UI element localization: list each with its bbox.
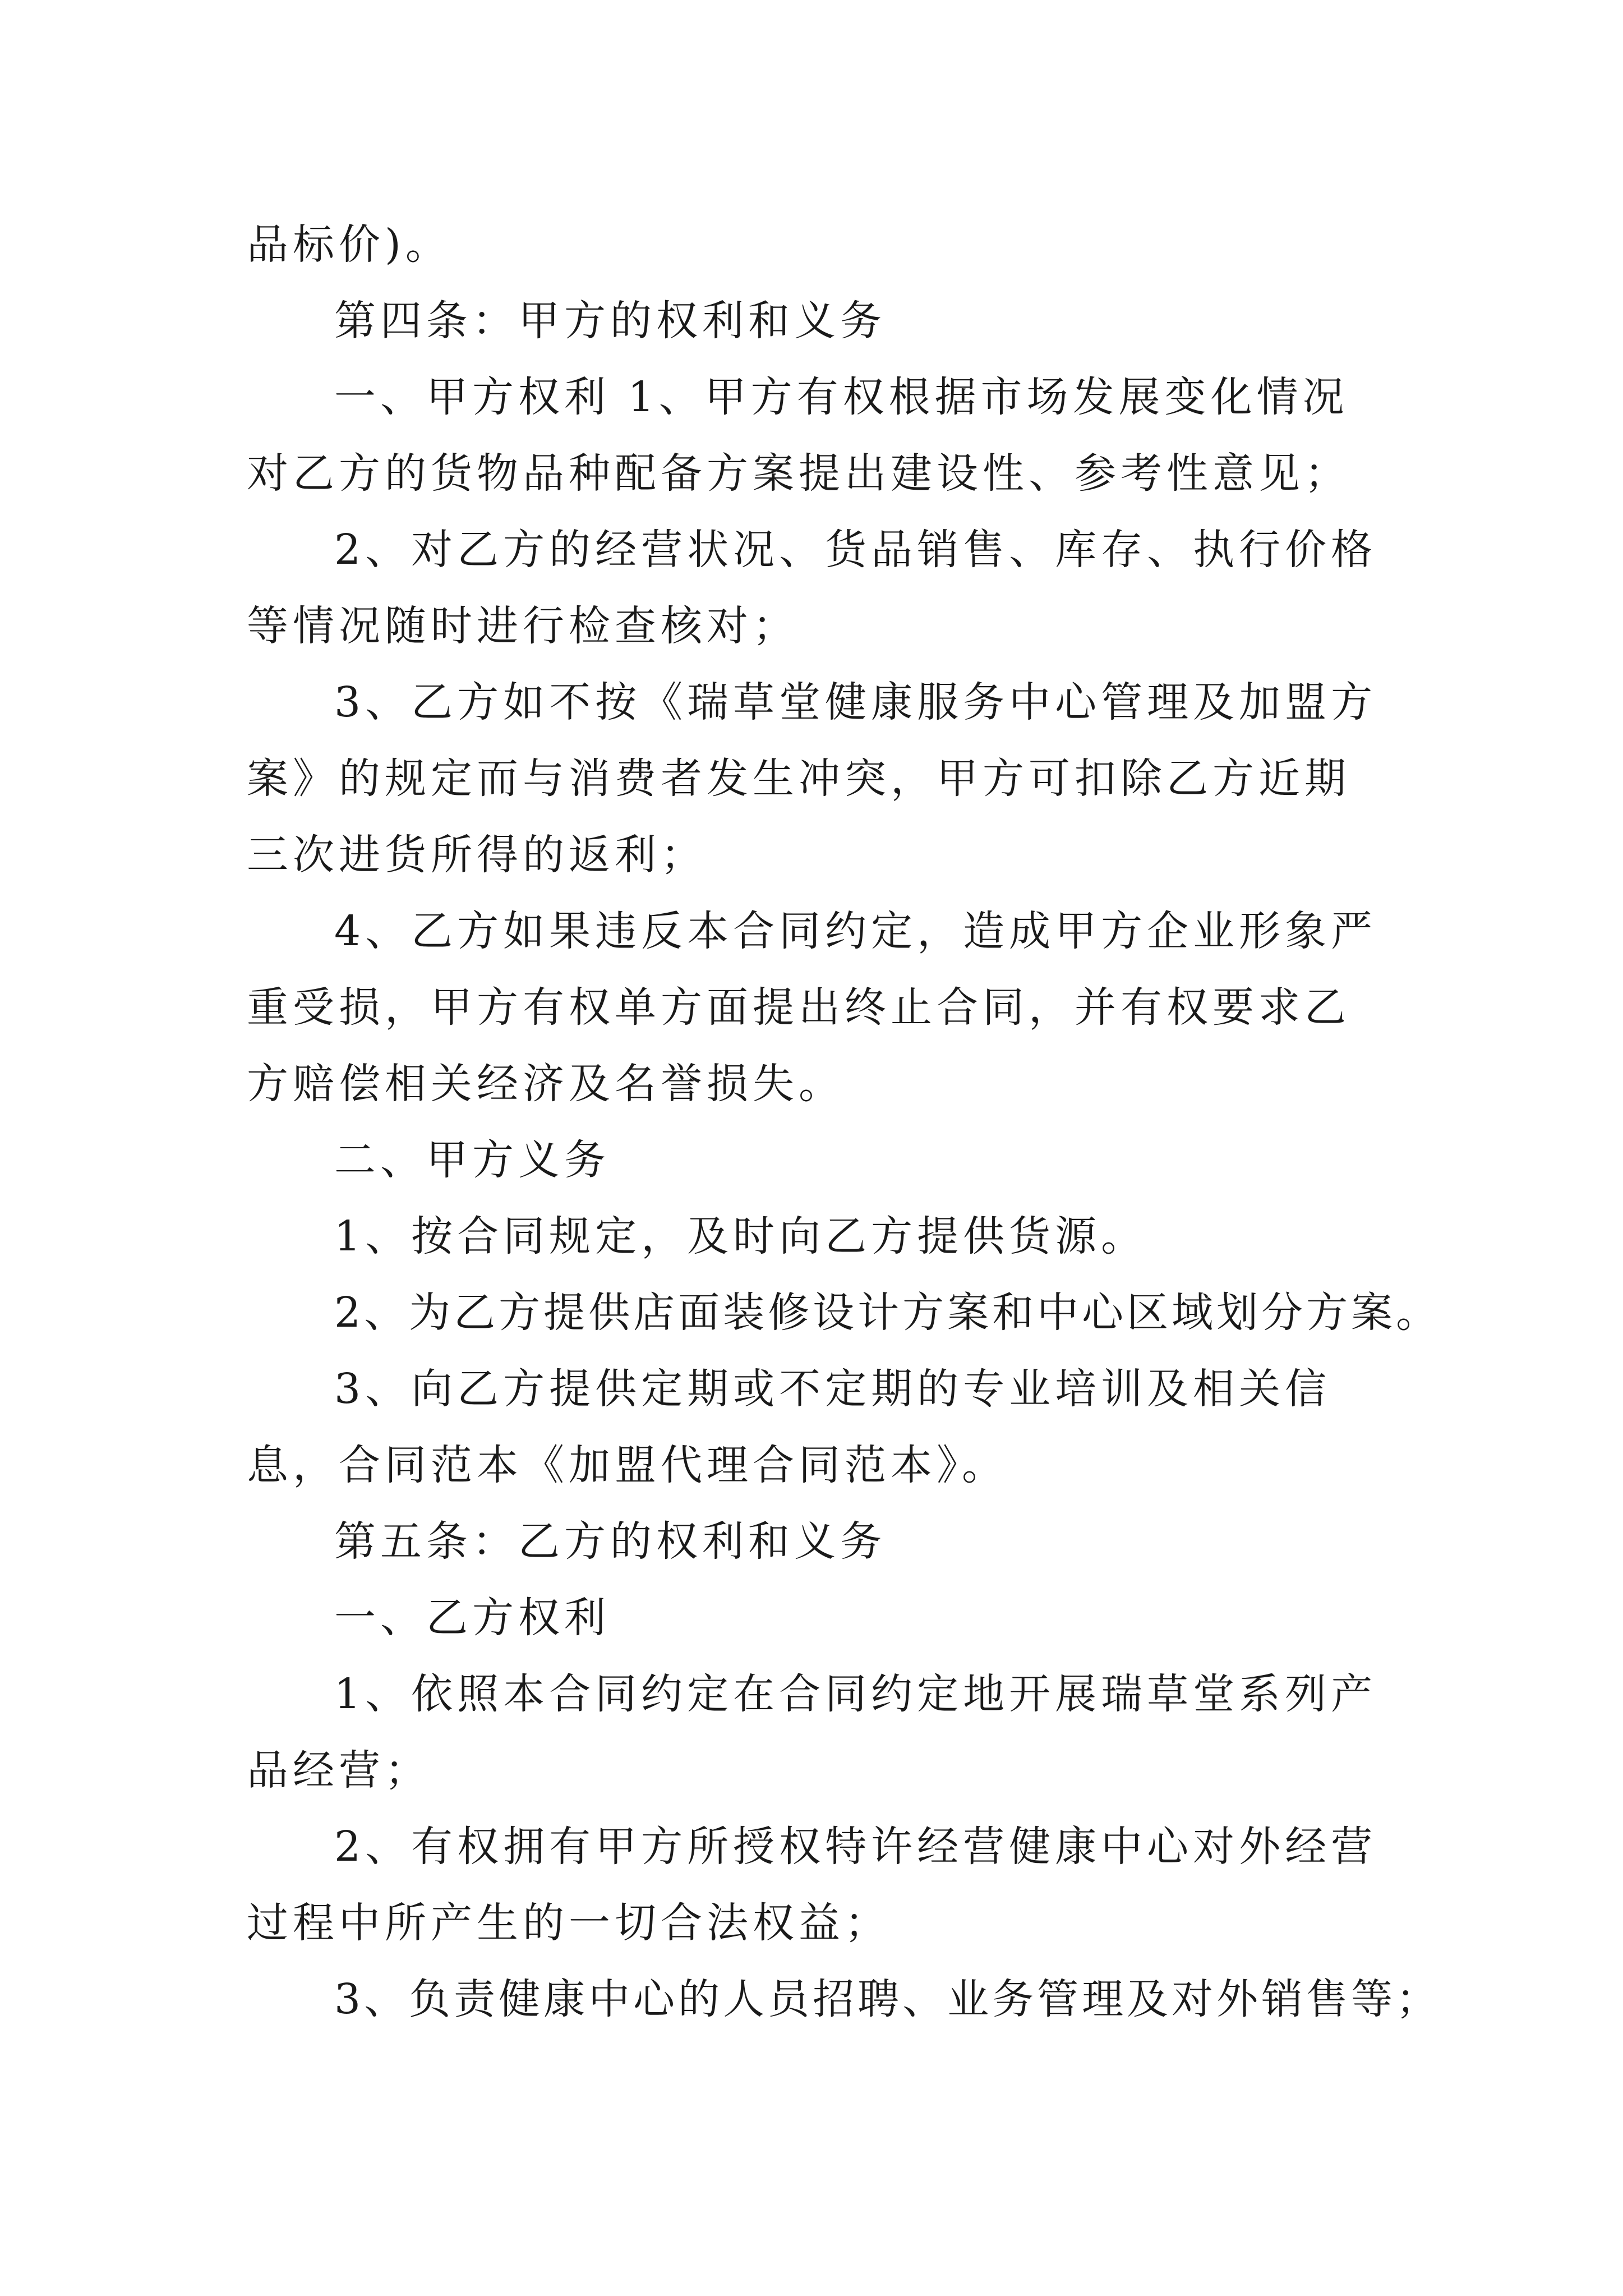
- party-a-obligations-item-3: 3、向乙方提供定期或不定期的专业培训及相关信息，合同范本《加盟代理合同范本》。: [247, 1365, 1331, 1489]
- party-a-rights-item-2: 2、对乙方的经营状况、货品销售、库存、执行价格等情况随时进行检查核对；: [247, 526, 1377, 650]
- party-b-rights-item-3: 3、负责健康中心的人员招聘、业务管理及对外销售等；: [334, 1975, 1441, 2023]
- paragraph-continuation: 品标价)。: [247, 220, 451, 269]
- party-a-rights-item-1: 一、甲方权利 1、甲方有权根据市场发展变化情况对乙方的货物品种配备方案提出建设性、参考性意见；: [247, 373, 1350, 498]
- party-b-rights-heading: 一、乙方权利: [334, 1594, 610, 1642]
- contract-body: [247, 206, 1441, 2037]
- article-5-heading: 第五条：乙方的权利和义务: [334, 1517, 886, 1566]
- article-4-heading: 第四条：甲方的权利和义务: [334, 297, 886, 345]
- party-a-obligations-item-2: 2、为乙方提供店面装修设计方案和中心区域划分方案。: [334, 1289, 1441, 1337]
- party-a-obligations-item-1: 1、按合同规定，及时向乙方提供货源。: [334, 1212, 1147, 1260]
- party-b-rights-item-1: 1、依照本合同约定在合同约定地开展瑞草堂系列产品经营；: [247, 1670, 1377, 1795]
- party-a-obligations-heading: 二、甲方义务: [334, 1136, 610, 1184]
- party-a-rights-item-4: 4、乙方如果违反本合同约定，造成甲方企业形象严重受损，甲方有权单方面提出终止合同，并有权要求乙方赔偿相关经济及名誉损失。: [247, 907, 1377, 1108]
- party-b-rights-item-2: 2、有权拥有甲方所授权特许经营健康中心对外经营过程中所产生的一切合法权益；: [247, 1823, 1377, 1947]
- party-a-rights-item-3: 3、乙方如不按《瑞草堂健康服务中心管理及加盟方案》的规定而与消费者发生冲突，甲方可扣除乙方近期三次进货所得的返利；: [247, 678, 1377, 879]
